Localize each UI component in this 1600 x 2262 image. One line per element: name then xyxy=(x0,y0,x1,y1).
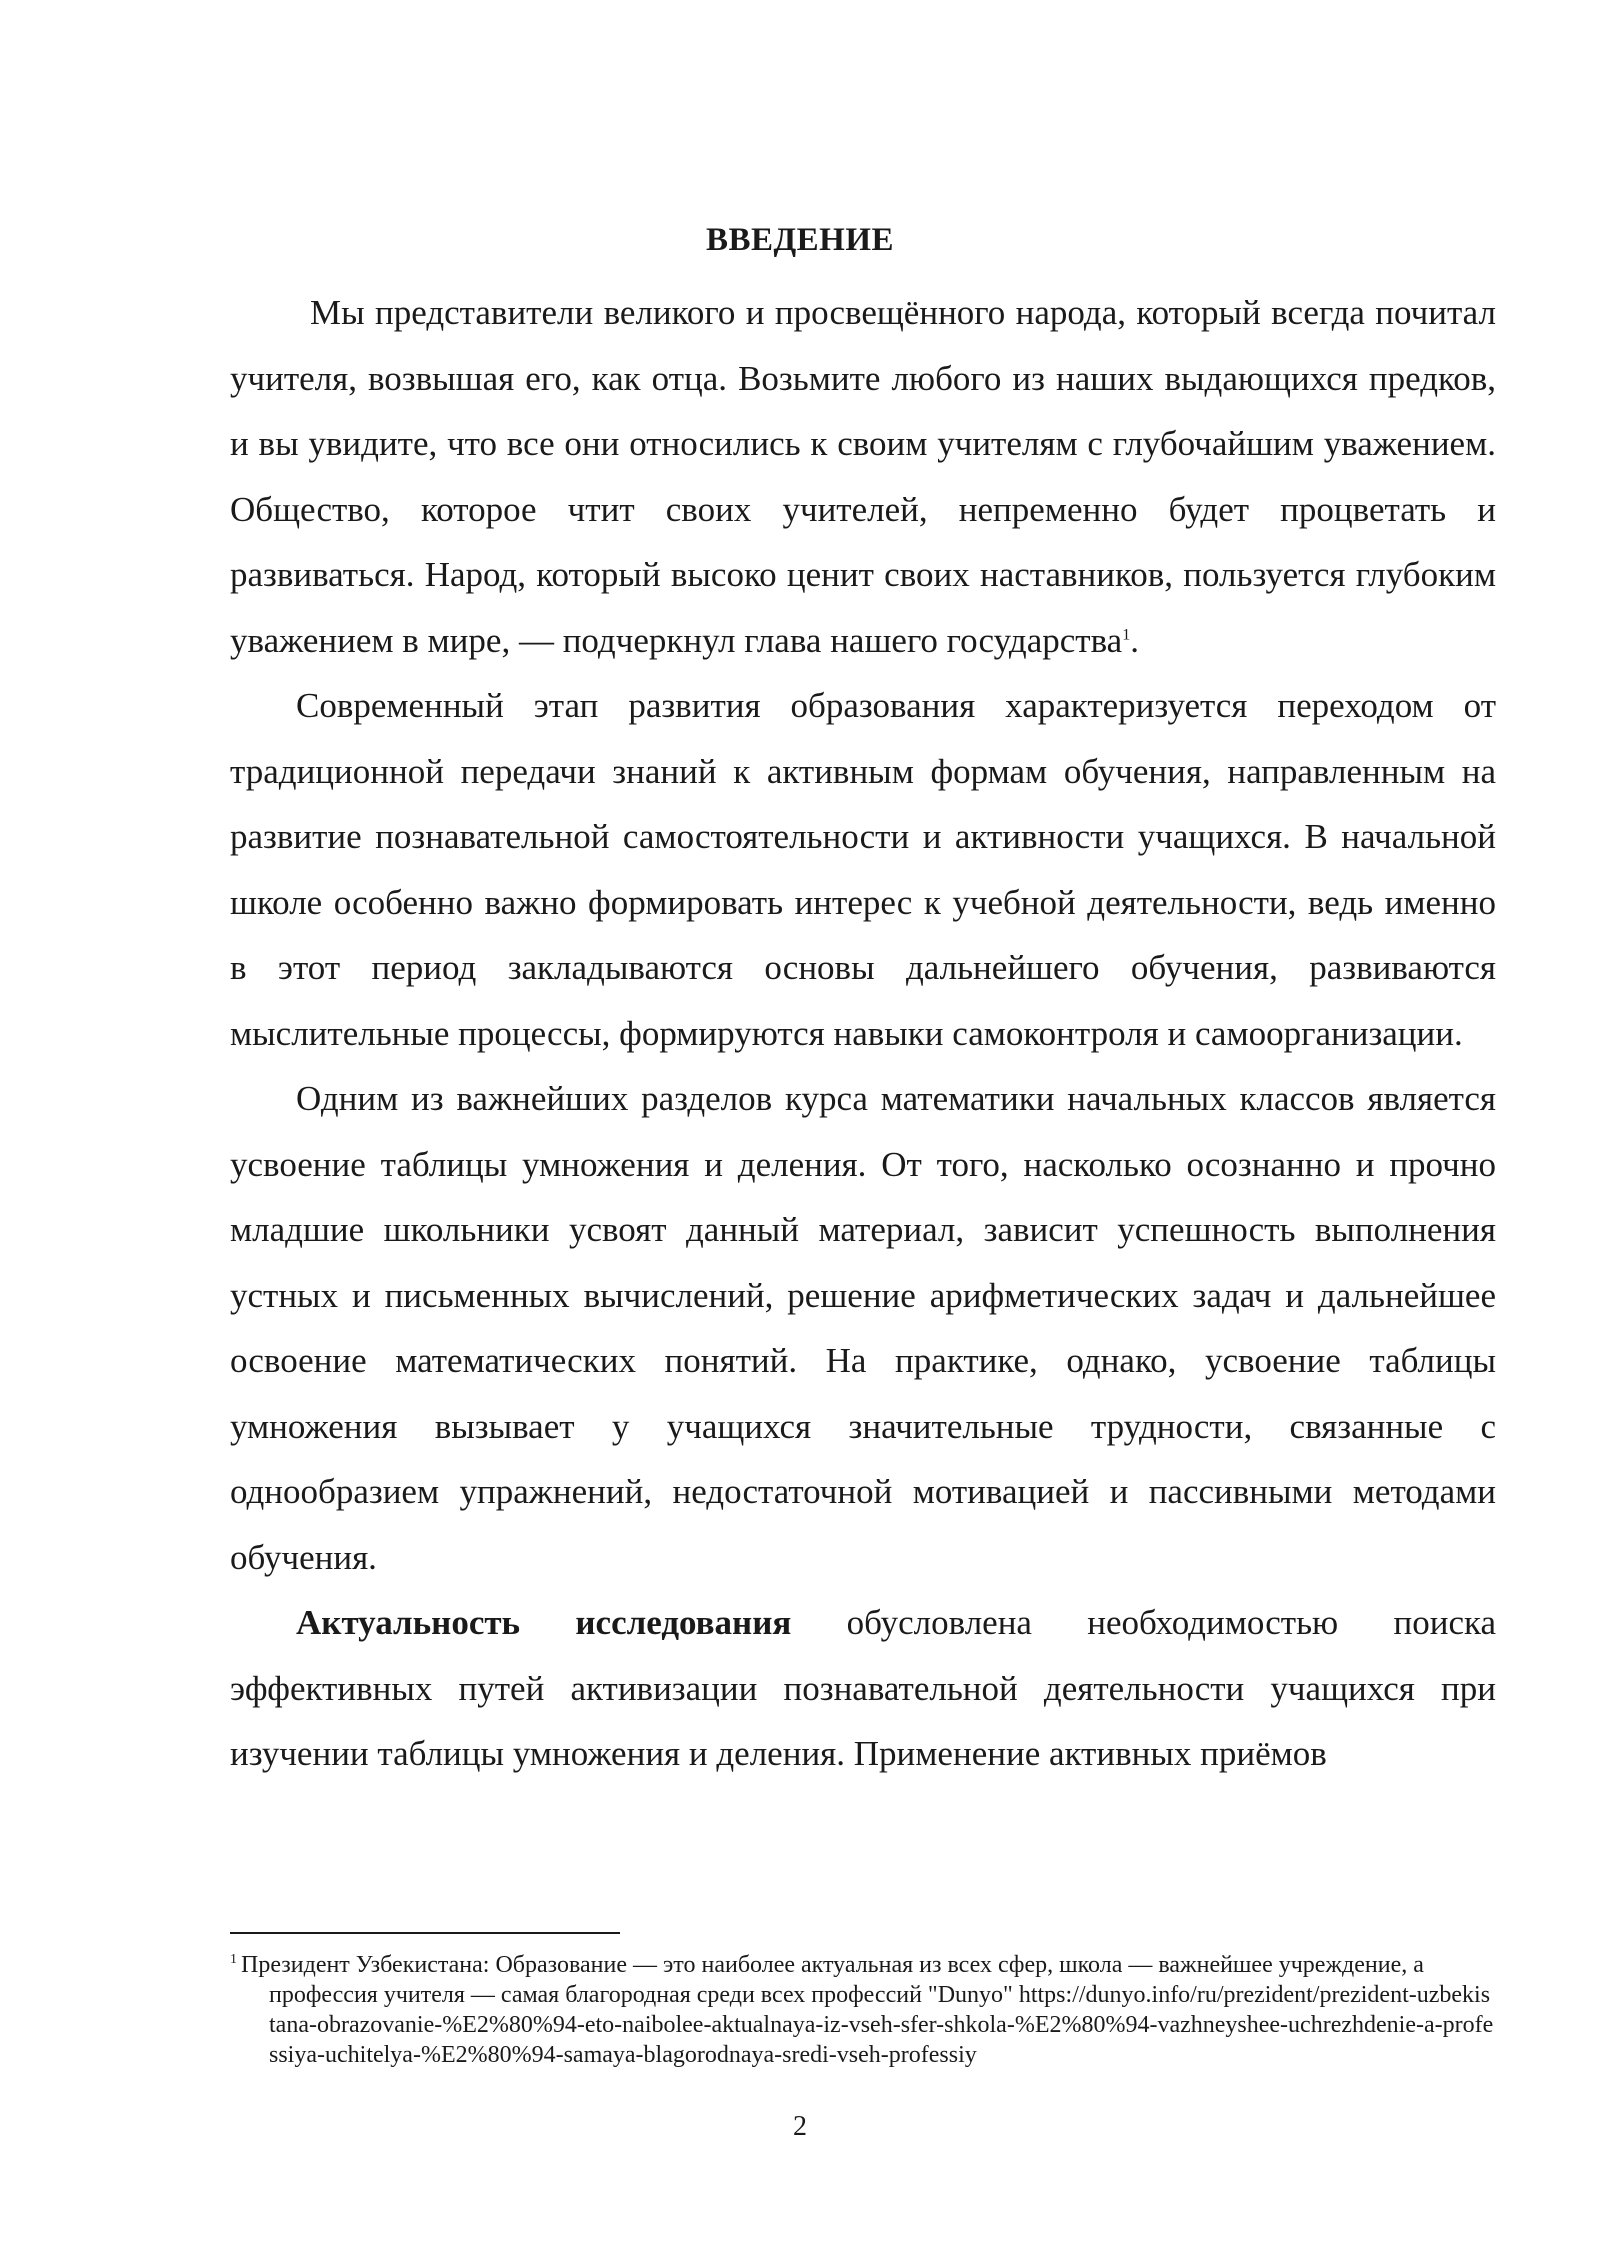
body-text xyxy=(230,280,1496,1787)
page-title: ВВЕДЕНИЕ xyxy=(705,222,895,258)
paragraph-3: Одним из важнейших разделов курса математики начальных классов является усвоение таблицы умножения и деления. От того, насколько осознанно и прочно младшие школьники усвоят данный материал, зависит успешность выполнения устных и письменных вычислений, решение арифметических задач и дальнейшее освоение математических понятий. На практике, однако, усвоение таблицы умножения вызывает у учащихся значительные трудности, связанные с однообразием упражнений, недостаточной мотивацией и пассивными методами обучения. xyxy=(230,1079,1496,1577)
paragraph-4 xyxy=(230,1590,1496,1787)
paragraph-1-text: Мы представители великого и просвещённого народа, который всегда почитал учителя, возвышая его, как отца. Возьмите любого из наших выдающихся предков, и вы увидите, что все они относились к своим учителям с глубочайшим уважением. Общество, которое чтит своих учителей, непременно будет процветать и развиваться. Народ, который высоко ценит своих наставников, пользуется глубоким уважением в мире, — подчеркнул глава нашего государства xyxy=(230,293,1496,660)
footnote-mark: 1 xyxy=(230,1952,237,1967)
paragraph-2: Современный этап развития образования характеризуется переходом от традиционной передачи знаний к активным формам обучения, направленным на развитие познавательной самостоятельности и активности учащихся. В начальной школе особенно важно формировать интерес к учебной деятельности, ведь именно в этот период закладываются основы дальнейшего обучения, развиваются мыслительные процессы, формируются навыки самоконтроля и самоорганизации. xyxy=(230,686,1496,1053)
page-number: 2 xyxy=(793,2111,807,2142)
paragraph-1 xyxy=(230,280,1496,673)
relevance-heading: Актуальность исследования xyxy=(296,1603,792,1642)
footnote-separator xyxy=(230,1932,620,1934)
footnote-link[interactable]: https://dunyo.info/ru/prezident/prezident-uzbekistana-obrazovanie-%E2%80%94-eto-naibolee-aktualnaya-iz-vseh-sfer-shkola-%E2%80%94-vazhneyshee-uchrezhdenie-a-professiya-uchitelya-%E2%80%94-samaya-blagorodnaya-sredi-vseh-professiy xyxy=(269,1982,1494,2068)
paragraph-1-end: . xyxy=(1130,620,1139,660)
footnote-text: Президент Узбекистана: Образование — это наиболее актуальная из всех сфер, школа — важнейшее учреждение, а профессия учителя — самая благородная среди всех профессий "Dunyo" xyxy=(241,1952,1424,2008)
paragraph-4-text: обусловлена необходимостью поиска эффективных путей активизации познавательной деятельности учащихся при изучении таблицы умножения и деления. Применение активных приёмов xyxy=(230,1603,1496,1773)
footnote xyxy=(230,1950,1496,2070)
footnote-reference[interactable]: 1 xyxy=(1122,625,1131,643)
